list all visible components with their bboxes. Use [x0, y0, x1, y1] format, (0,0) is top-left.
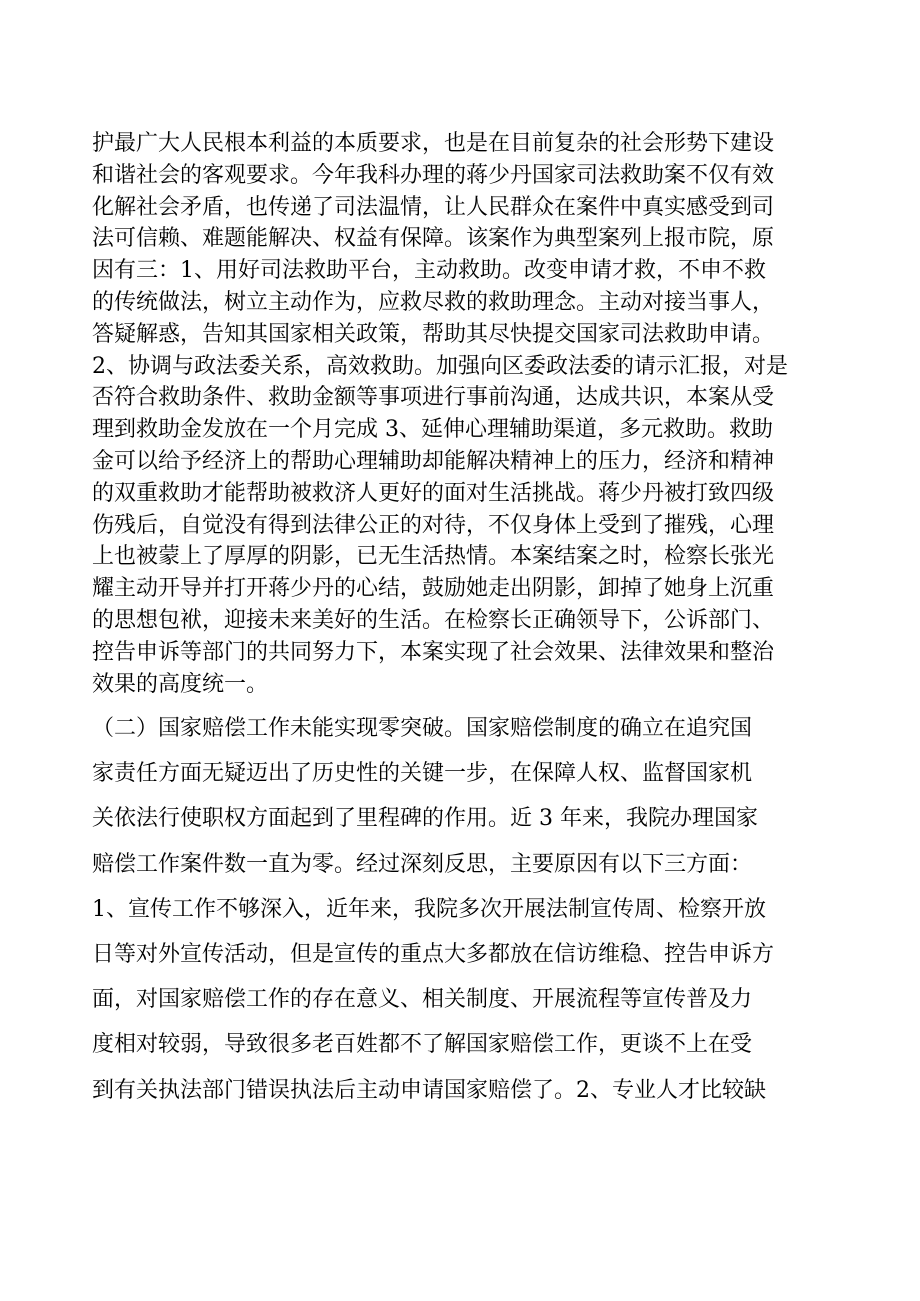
- text-line: 的双重救助才能帮助被救济人更好的面对生活挑战。蒋少丹被打致四级: [92, 480, 775, 506]
- text-line: 控告申诉等部门的共同努力下，本案实现了社会效果、法律效果和整治: [92, 639, 775, 665]
- text-line: 到有关执法部门错误执法后主动申请国家赔偿了。2、专业人才比较缺: [92, 1077, 766, 1103]
- text-line: 赔偿工作案件数一直为零。经过深刻反思，主要原因有以下三方面：: [92, 851, 753, 877]
- text-line: 面，对国家赔偿工作的存在意义、相关制度、开展流程等宣传普及力: [92, 987, 753, 1013]
- text-line: 化解社会矛盾，也传递了司法温情，让人民群众在案件中真实感受到司: [92, 194, 775, 220]
- text-line: 日等对外宣传活动，但是宣传的重点大多都放在信访维稳、控告申诉方: [92, 941, 775, 967]
- text-line: 因有三：1、用好司法救助平台，主动救助。改变申请才救，不申不救: [92, 258, 766, 284]
- text-line: 效果的高度统一。: [92, 671, 269, 697]
- paragraph-state-compensation: [92, 706, 832, 1113]
- text-line: 2、协调与政法委关系，高效救助。加强向区委政法委的请示汇报，对是: [92, 353, 788, 379]
- text-line: 否符合救助条件、救助金额等事项进行事前沟通，达成共识，本案从受: [92, 385, 775, 411]
- text-line: 关依法行使职权方面起到了里程碑的作用。近 3 年来，我院办理国家: [92, 806, 758, 832]
- text-line: 法可信赖、难题能解决、权益有保障。该案作为典型案列上报市院，原: [92, 226, 775, 252]
- text-line: 度相对较弱，导致很多老百姓都不了解国家赔偿工作，更谈不上在受: [92, 1032, 753, 1058]
- text-line: 家责任方面无疑迈出了历史性的关键一步，在保障人权、监督国家机: [92, 761, 753, 787]
- text-line: 上也被蒙上了厚厚的阴影，已无生活热情。本案结案之时，检察长张光: [92, 544, 775, 570]
- text-line: 的思想包袱，迎接未来美好的生活。在检察长正确领导下，公诉部门、: [92, 607, 775, 633]
- text-line: 理到救助金发放在一个月完成 3、延伸心理辅助渠道，多元救助。救助: [92, 417, 773, 443]
- text-line: 的传统做法，树立主动作为，应救尽救的救助理念。主动对接当事人，: [92, 289, 775, 315]
- text-line: 和谐社会的客观要求。今年我科办理的蒋少丹国家司法救助案不仅有效: [92, 162, 775, 188]
- text-line: 耀主动开导并打开蒋少丹的心结，鼓励她走出阴影，卸掉了她身上沉重: [92, 576, 775, 602]
- text-line: 护最广大人民根本利益的本质要求，也是在目前复杂的社会形势下建设: [92, 131, 775, 156]
- text-line: 金可以给予经济上的帮助心理辅助却能解决精神上的压力，经济和精神: [92, 448, 775, 474]
- text-line: 伤残后，自觉没有得到法律公正的对待，不仅身体上受到了摧残，心理: [92, 512, 775, 538]
- paragraph-judicial-aid-case: [92, 128, 832, 700]
- text-line: 1、宣传工作不够深入，近年来，我院多次开展法制宣传周、检察开放: [92, 896, 766, 922]
- text-line: （二）国家赔偿工作未能实现零突破。国家赔偿制度的确立在追究国: [92, 716, 753, 741]
- text-line: 答疑解惑，告知其国家相关政策，帮助其尽快提交国家司法救助申请。: [92, 321, 775, 347]
